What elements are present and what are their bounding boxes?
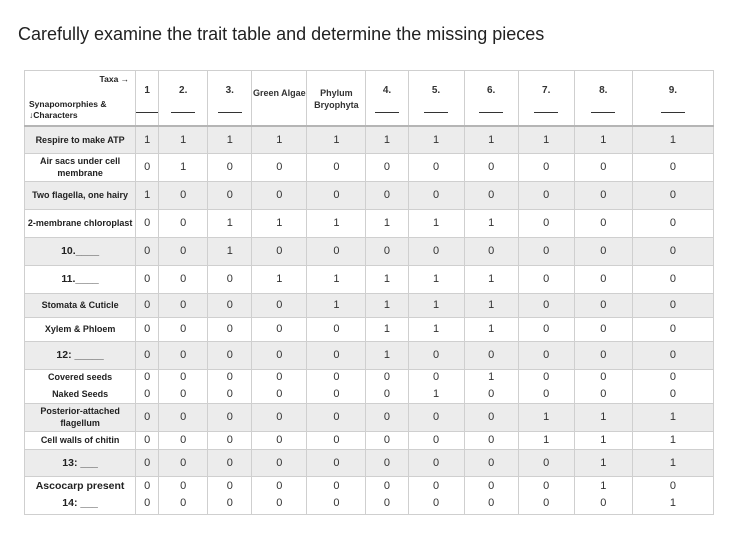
trait-value-cell: 0 bbox=[574, 317, 632, 341]
trait-value: 0 bbox=[383, 497, 391, 509]
taxon-header-cell bbox=[518, 71, 574, 127]
trait-row bbox=[25, 369, 714, 403]
page-title: Carefully examine the trait table and determine the missing pieces bbox=[18, 24, 545, 44]
trait-row bbox=[25, 265, 714, 293]
trait-value-cell: 1 bbox=[408, 317, 464, 341]
trait-value-cell: 1 bbox=[518, 431, 574, 449]
trait-value: 0 bbox=[669, 480, 676, 492]
trait-value: 0 bbox=[669, 388, 676, 400]
trait-value-cell bbox=[208, 476, 252, 514]
trait-value-cell: 0 bbox=[464, 237, 518, 265]
trait-value-cell: 0 bbox=[159, 449, 208, 476]
trait-value-cell: 0 bbox=[464, 341, 518, 369]
trait-value: 0 bbox=[488, 388, 495, 400]
trait-value-cell: 0 bbox=[464, 153, 518, 181]
character-label-bottom: Naked Seeds bbox=[52, 389, 109, 399]
trait-value-cell: 1 bbox=[574, 431, 632, 449]
trait-value-cell: 1 bbox=[252, 126, 307, 153]
trait-value-cell: 0 bbox=[464, 181, 518, 209]
trait-value-cell: 0 bbox=[307, 449, 366, 476]
trait-value: 0 bbox=[333, 497, 340, 509]
taxon-header-cell bbox=[136, 71, 159, 127]
answer-blank-line bbox=[424, 112, 448, 113]
trait-value-cell: 1 bbox=[307, 293, 366, 317]
trait-row bbox=[25, 341, 714, 369]
trait-row bbox=[25, 293, 714, 317]
taxon-header-cell bbox=[632, 71, 713, 127]
trait-value-cell: 0 bbox=[518, 317, 574, 341]
trait-value-cell: 1 bbox=[518, 403, 574, 431]
trait-value: 0 bbox=[543, 388, 550, 400]
trait-value-cell: 0 bbox=[464, 403, 518, 431]
trait-value-cell: 0 bbox=[518, 209, 574, 237]
trait-value-cell: 0 bbox=[252, 317, 307, 341]
character-label: Two flagella, one hairy bbox=[25, 181, 136, 209]
trait-value-cell bbox=[464, 476, 518, 514]
trait-value-cell bbox=[408, 476, 464, 514]
corner-header-cell bbox=[25, 71, 136, 127]
characters-label-line2: ↓Characters bbox=[29, 110, 78, 120]
trait-row bbox=[25, 126, 714, 153]
trait-value-cell: 1 bbox=[208, 209, 252, 237]
trait-value-cell: 0 bbox=[366, 237, 408, 265]
trait-value-cell: 0 bbox=[159, 293, 208, 317]
trait-value-cell: 1 bbox=[464, 126, 518, 153]
trait-value-cell: 0 bbox=[366, 153, 408, 181]
trait-value-cell: 0 bbox=[208, 153, 252, 181]
character-label-bottom: 14: ___ bbox=[62, 497, 98, 509]
trait-row bbox=[25, 181, 714, 209]
character-label: 11.____ bbox=[25, 265, 136, 293]
trait-value: 0 bbox=[276, 497, 283, 509]
character-label: 12: _____ bbox=[25, 341, 136, 369]
trait-value-cell: 0 bbox=[208, 431, 252, 449]
trait-value: 1 bbox=[669, 497, 676, 509]
taxon-header-cell bbox=[408, 71, 464, 127]
trait-value-cell: 0 bbox=[518, 449, 574, 476]
trait-value-cell: 0 bbox=[632, 265, 713, 293]
trait-value-cell: 0 bbox=[366, 449, 408, 476]
trait-value: 0 bbox=[600, 371, 607, 383]
trait-value-cell: 1 bbox=[518, 126, 574, 153]
trait-value-cell: 0 bbox=[518, 153, 574, 181]
character-label-top: Ascocarp present bbox=[35, 480, 125, 492]
trait-value-cell: 0 bbox=[252, 293, 307, 317]
trait-value: 1 bbox=[432, 388, 440, 400]
trait-value-cell: 0 bbox=[366, 403, 408, 431]
taxon-name: Green Algae bbox=[253, 88, 306, 98]
trait-value-cell: 0 bbox=[632, 153, 713, 181]
trait-value: 0 bbox=[333, 371, 340, 383]
trait-value-cell: 0 bbox=[136, 153, 159, 181]
trait-table-container bbox=[24, 70, 714, 515]
trait-value: 0 bbox=[488, 480, 495, 492]
trait-value: 0 bbox=[383, 371, 391, 383]
trait-value-cell: 1 bbox=[574, 403, 632, 431]
trait-value-cell: 0 bbox=[307, 237, 366, 265]
trait-value-cell: 0 bbox=[159, 317, 208, 341]
trait-value: 0 bbox=[432, 371, 440, 383]
trait-value-cell: 0 bbox=[307, 403, 366, 431]
trait-value: 0 bbox=[543, 480, 550, 492]
taxon-header-cell bbox=[574, 71, 632, 127]
trait-value: 0 bbox=[600, 388, 607, 400]
trait-value-cell: 0 bbox=[136, 209, 159, 237]
trait-value-cell bbox=[366, 369, 408, 403]
trait-value-cell: 0 bbox=[252, 431, 307, 449]
trait-value-cell: 0 bbox=[574, 237, 632, 265]
taxon-header-cell bbox=[208, 71, 252, 127]
trait-value-cell: 1 bbox=[136, 126, 159, 153]
trait-value: 0 bbox=[383, 480, 391, 492]
trait-value: 1 bbox=[600, 480, 607, 492]
trait-value-cell: 0 bbox=[252, 403, 307, 431]
trait-value-cell bbox=[574, 476, 632, 514]
trait-value-cell: 0 bbox=[518, 341, 574, 369]
taxon-header-cell bbox=[307, 71, 366, 127]
trait-value-cell: 0 bbox=[159, 181, 208, 209]
trait-value: 0 bbox=[144, 480, 151, 492]
trait-value-cell: 0 bbox=[632, 181, 713, 209]
trait-value-cell: 0 bbox=[574, 293, 632, 317]
trait-value-cell: 0 bbox=[574, 265, 632, 293]
trait-value: 0 bbox=[276, 388, 283, 400]
trait-value-cell bbox=[632, 369, 713, 403]
trait-value-cell: 1 bbox=[632, 403, 713, 431]
character-label-top: Covered seeds bbox=[48, 372, 113, 382]
characters-label-line1: Synapomorphies & bbox=[29, 99, 107, 109]
trait-value-cell: 1 bbox=[464, 265, 518, 293]
trait-value: 0 bbox=[488, 497, 495, 509]
answer-blank-line bbox=[136, 112, 159, 113]
trait-value-cell: 0 bbox=[159, 209, 208, 237]
trait-value-cell: 0 bbox=[307, 317, 366, 341]
trait-value-cell: 1 bbox=[366, 265, 408, 293]
taxon-name: 9. bbox=[668, 85, 678, 96]
trait-value-cell: 0 bbox=[632, 317, 713, 341]
character-label bbox=[25, 476, 136, 514]
trait-table bbox=[24, 70, 714, 515]
trait-value-cell: 0 bbox=[136, 341, 159, 369]
trait-value-cell: 0 bbox=[307, 181, 366, 209]
taxon-name: 2. bbox=[179, 85, 188, 96]
trait-value-cell: 1 bbox=[307, 126, 366, 153]
trait-value: 0 bbox=[276, 480, 283, 492]
taxon-name: 1 bbox=[144, 85, 150, 96]
character-label: Cell walls of chitin bbox=[25, 431, 136, 449]
trait-row bbox=[25, 153, 714, 181]
taxon-name: 4. bbox=[382, 85, 392, 96]
trait-value-cell: 1 bbox=[464, 209, 518, 237]
trait-value: 0 bbox=[543, 497, 550, 509]
trait-value-cell: 1 bbox=[408, 265, 464, 293]
trait-value-cell: 0 bbox=[136, 431, 159, 449]
trait-row bbox=[25, 476, 714, 514]
taxon-name: 5. bbox=[431, 85, 441, 96]
trait-value-cell bbox=[159, 369, 208, 403]
character-label: Respire to make ATP bbox=[25, 126, 136, 153]
trait-value-cell: 0 bbox=[574, 209, 632, 237]
taxon-header-cell bbox=[366, 71, 408, 127]
trait-value-cell bbox=[252, 369, 307, 403]
trait-value: 0 bbox=[432, 480, 440, 492]
trait-value-cell: 0 bbox=[408, 431, 464, 449]
answer-blank-line bbox=[479, 112, 503, 113]
trait-value-cell: 1 bbox=[408, 209, 464, 237]
trait-value-cell: 0 bbox=[632, 209, 713, 237]
trait-value: 0 bbox=[543, 371, 550, 383]
taxon-header-cell bbox=[159, 71, 208, 127]
trait-value-cell: 0 bbox=[208, 403, 252, 431]
trait-value-cell: 1 bbox=[208, 237, 252, 265]
trait-value-cell: 1 bbox=[632, 449, 713, 476]
trait-value-cell: 1 bbox=[366, 126, 408, 153]
trait-value-cell: 1 bbox=[159, 126, 208, 153]
trait-value-cell: 0 bbox=[518, 237, 574, 265]
trait-value: 0 bbox=[226, 480, 233, 492]
trait-value-cell: 1 bbox=[574, 449, 632, 476]
trait-value: 0 bbox=[333, 480, 340, 492]
trait-value-cell: 0 bbox=[408, 449, 464, 476]
answer-blank-line bbox=[375, 112, 399, 113]
character-label: 13: ___ bbox=[25, 449, 136, 476]
trait-value-cell bbox=[136, 476, 159, 514]
taxon-name: 6. bbox=[486, 85, 496, 96]
trait-value: 0 bbox=[180, 497, 187, 509]
trait-value-cell: 0 bbox=[307, 341, 366, 369]
character-label: Air sacs under cell membrane bbox=[25, 153, 136, 181]
answer-blank-line bbox=[534, 112, 558, 113]
trait-value-cell: 0 bbox=[464, 449, 518, 476]
trait-value-cell: 0 bbox=[136, 403, 159, 431]
trait-value-cell: 0 bbox=[252, 153, 307, 181]
taxon-name: 3. bbox=[225, 85, 234, 96]
trait-value-cell: 0 bbox=[208, 181, 252, 209]
trait-value: 0 bbox=[180, 388, 187, 400]
trait-value-cell: 1 bbox=[208, 126, 252, 153]
trait-value: 0 bbox=[226, 497, 233, 509]
taxon-header-cell bbox=[464, 71, 518, 127]
trait-value-cell: 0 bbox=[574, 153, 632, 181]
trait-value-cell: 0 bbox=[159, 265, 208, 293]
trait-value-cell: 1 bbox=[464, 293, 518, 317]
trait-value-cell: 1 bbox=[366, 341, 408, 369]
trait-value: 0 bbox=[669, 371, 676, 383]
taxa-label: Taxa → bbox=[99, 74, 130, 84]
taxon-name: 8. bbox=[599, 85, 608, 96]
trait-value-cell: 0 bbox=[632, 341, 713, 369]
trait-value-cell: 0 bbox=[208, 317, 252, 341]
trait-value-cell: 0 bbox=[252, 449, 307, 476]
trait-value: 1 bbox=[488, 371, 495, 383]
trait-value-cell bbox=[208, 369, 252, 403]
trait-value-cell: 0 bbox=[208, 293, 252, 317]
trait-value: 0 bbox=[144, 371, 151, 383]
trait-value-cell: 0 bbox=[159, 237, 208, 265]
trait-value-cell: 0 bbox=[408, 341, 464, 369]
taxon-name: Phylum Bryophyta bbox=[314, 88, 359, 110]
trait-row bbox=[25, 403, 714, 431]
trait-value-cell: 1 bbox=[307, 209, 366, 237]
trait-value-cell bbox=[574, 369, 632, 403]
trait-value-cell: 0 bbox=[208, 449, 252, 476]
trait-value-cell bbox=[464, 369, 518, 403]
trait-value-cell: 0 bbox=[208, 265, 252, 293]
trait-value-cell bbox=[307, 369, 366, 403]
trait-value-cell bbox=[518, 476, 574, 514]
trait-value: 0 bbox=[180, 480, 187, 492]
trait-value: 0 bbox=[333, 388, 340, 400]
trait-value-cell: 1 bbox=[307, 265, 366, 293]
trait-value: 0 bbox=[180, 371, 187, 383]
trait-value-cell bbox=[518, 369, 574, 403]
trait-value: 0 bbox=[144, 497, 151, 509]
taxon-name: 7. bbox=[542, 85, 551, 96]
trait-value-cell: 1 bbox=[252, 209, 307, 237]
trait-value: 0 bbox=[383, 388, 391, 400]
trait-value-cell: 0 bbox=[159, 403, 208, 431]
trait-value-cell: 0 bbox=[252, 181, 307, 209]
answer-blank-line bbox=[171, 112, 195, 113]
trait-row bbox=[25, 209, 714, 237]
trait-value-cell: 0 bbox=[518, 181, 574, 209]
trait-value-cell: 1 bbox=[252, 265, 307, 293]
trait-value-cell: 0 bbox=[408, 237, 464, 265]
trait-value-cell: 0 bbox=[159, 431, 208, 449]
trait-value-cell: 0 bbox=[518, 293, 574, 317]
trait-value-cell: 0 bbox=[366, 431, 408, 449]
character-label: 10.____ bbox=[25, 237, 136, 265]
trait-value-cell: 0 bbox=[632, 237, 713, 265]
trait-value-cell bbox=[159, 476, 208, 514]
trait-row bbox=[25, 431, 714, 449]
trait-value-cell: 0 bbox=[136, 449, 159, 476]
trait-value: 0 bbox=[226, 388, 233, 400]
trait-value-cell: 0 bbox=[307, 153, 366, 181]
character-label: 2-membrane chloroplast bbox=[25, 209, 136, 237]
trait-value-cell bbox=[366, 476, 408, 514]
trait-value-cell: 0 bbox=[136, 317, 159, 341]
trait-value-cell: 1 bbox=[366, 209, 408, 237]
trait-value-cell: 0 bbox=[574, 341, 632, 369]
trait-value-cell: 0 bbox=[408, 403, 464, 431]
trait-value: 0 bbox=[276, 371, 283, 383]
trait-value-cell: 1 bbox=[632, 126, 713, 153]
trait-value-cell: 1 bbox=[136, 181, 159, 209]
trait-value-cell bbox=[252, 476, 307, 514]
trait-value-cell: 1 bbox=[408, 293, 464, 317]
trait-row bbox=[25, 449, 714, 476]
trait-value-cell: 0 bbox=[408, 153, 464, 181]
trait-value-cell: 1 bbox=[366, 317, 408, 341]
character-label: Xylem & Phloem bbox=[25, 317, 136, 341]
trait-value: 0 bbox=[600, 497, 607, 509]
trait-value-cell: 0 bbox=[518, 265, 574, 293]
character-label bbox=[25, 369, 136, 403]
trait-value: 0 bbox=[226, 371, 233, 383]
trait-value-cell: 0 bbox=[252, 341, 307, 369]
trait-value: 0 bbox=[144, 388, 151, 400]
trait-value-cell: 0 bbox=[464, 431, 518, 449]
trait-value-cell: 0 bbox=[366, 181, 408, 209]
trait-value-cell: 0 bbox=[307, 431, 366, 449]
answer-blank-line bbox=[661, 112, 685, 113]
trait-row bbox=[25, 237, 714, 265]
trait-value: 0 bbox=[432, 497, 440, 509]
trait-value-cell bbox=[632, 476, 713, 514]
character-label: Posterior-attached flagellum bbox=[25, 403, 136, 431]
trait-value-cell: 1 bbox=[464, 317, 518, 341]
trait-value-cell: 0 bbox=[408, 181, 464, 209]
trait-value-cell: 0 bbox=[159, 341, 208, 369]
trait-value-cell: 0 bbox=[252, 237, 307, 265]
trait-value-cell: 0 bbox=[136, 237, 159, 265]
trait-value-cell: 0 bbox=[632, 293, 713, 317]
trait-value-cell: 0 bbox=[574, 181, 632, 209]
trait-value-cell: 1 bbox=[632, 431, 713, 449]
trait-value-cell: 1 bbox=[574, 126, 632, 153]
trait-value-cell: 0 bbox=[136, 265, 159, 293]
character-label: Stomata & Cuticle bbox=[25, 293, 136, 317]
trait-value-cell: 1 bbox=[159, 153, 208, 181]
trait-row bbox=[25, 317, 714, 341]
trait-value-cell: 1 bbox=[366, 293, 408, 317]
trait-value-cell: 1 bbox=[408, 126, 464, 153]
answer-blank-line bbox=[218, 112, 242, 113]
trait-value-cell bbox=[307, 476, 366, 514]
trait-value-cell bbox=[408, 369, 464, 403]
answer-blank-line bbox=[591, 112, 615, 113]
taxon-header-cell bbox=[252, 71, 307, 127]
header-row bbox=[25, 71, 714, 127]
trait-value-cell: 0 bbox=[136, 293, 159, 317]
trait-value-cell bbox=[136, 369, 159, 403]
trait-value-cell: 0 bbox=[208, 341, 252, 369]
